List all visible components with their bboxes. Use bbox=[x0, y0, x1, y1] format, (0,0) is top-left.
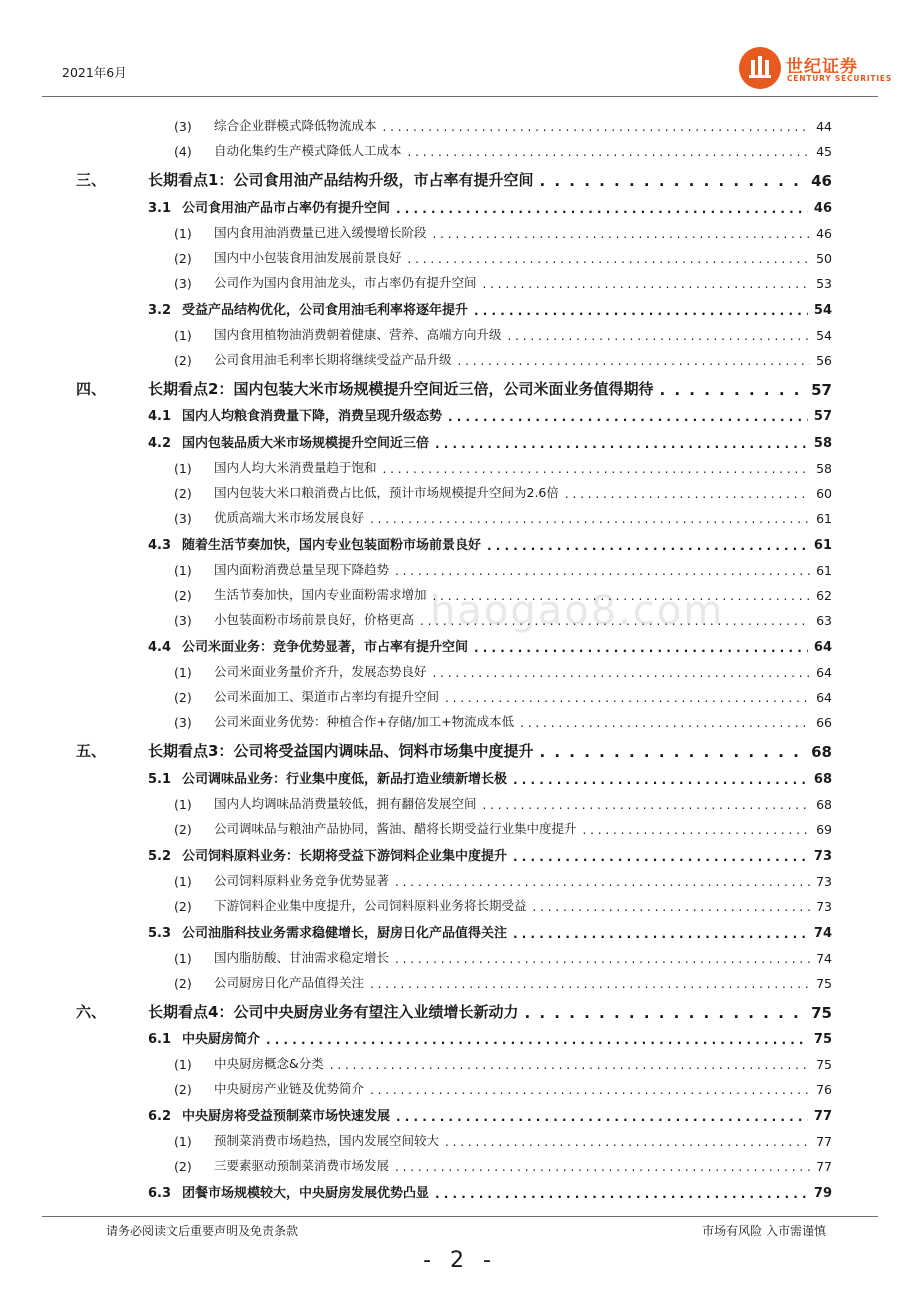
toc-entry-title: 长期看点3：公司将受益国内调味品、饲料市场集中度提升 bbox=[148, 742, 534, 760]
toc-entry[interactable] bbox=[174, 348, 832, 368]
toc-entry[interactable] bbox=[174, 1154, 832, 1174]
toc-entry-number: 5.2 bbox=[148, 848, 172, 864]
toc-dot-leader bbox=[520, 718, 810, 731]
toc-dot-leader bbox=[408, 147, 811, 160]
toc-entry-page: 62 bbox=[816, 588, 832, 603]
toc-dot-leader bbox=[395, 1162, 810, 1175]
toc-entry[interactable] bbox=[174, 221, 832, 241]
toc-entry-number: (2) bbox=[174, 1159, 192, 1174]
toc-entry[interactable] bbox=[174, 685, 832, 705]
toc-entry-page: 68 bbox=[813, 771, 832, 787]
toc-entry-number: 4.3 bbox=[148, 538, 172, 553]
logo-english-name: CENTURY SECURITIES bbox=[787, 74, 893, 83]
toc-entry-page: 61 bbox=[816, 511, 832, 526]
toc-entry-number: (1) bbox=[174, 796, 192, 812]
toc-dot-leader bbox=[395, 566, 810, 579]
toc-entry-title: 预制菜消费市场趋热，国内发展空间较大 bbox=[214, 1133, 440, 1148]
toc-entry-title: 国内脂肪酸、甘油需求稳定增长 bbox=[214, 949, 390, 965]
toc-entry-title: 优质高端大米市场发展良好 bbox=[214, 510, 365, 525]
toc-dot-leader bbox=[483, 799, 811, 812]
toc-entry-number: 4.4 bbox=[148, 640, 172, 655]
toc-entry[interactable] bbox=[174, 1129, 832, 1149]
toc-entry-page: 57 bbox=[811, 380, 832, 399]
toc-dot-leader bbox=[395, 876, 810, 889]
toc-entry-number: 四、 bbox=[76, 379, 107, 398]
toc-entry[interactable] bbox=[148, 196, 832, 216]
toc-entry-title: 受益产品结构优化，公司食用油毛利率将逐年提升 bbox=[182, 302, 469, 318]
toc-entry-number: 4.1 bbox=[148, 409, 172, 424]
disclaimer-note: 请务必阅读文后重要声明及免责条款 bbox=[106, 1224, 299, 1238]
toc-entry[interactable] bbox=[76, 168, 832, 190]
toc-entry-page: 75 bbox=[811, 1003, 832, 1022]
toc-entry-page: 64 bbox=[816, 665, 832, 680]
toc-dot-leader bbox=[370, 1085, 810, 1098]
toc-entry-title: 公司米面业务：竞争优势显著，市占率有提升空间 bbox=[182, 640, 469, 655]
toc-entry[interactable] bbox=[174, 481, 832, 501]
toc-entry-number: (3) bbox=[174, 275, 192, 291]
toc-entry-number: (3) bbox=[174, 613, 192, 628]
toc-entry-title: 生活节奏加快，国内专业面粉需求增加 bbox=[214, 587, 427, 602]
toc-entry-number: (3) bbox=[174, 119, 192, 134]
toc-dot-leader bbox=[370, 978, 810, 991]
toc-entry-title: 长期看点1：公司食用油产品结构升级，市占率有提升空间 bbox=[148, 171, 534, 189]
toc-entry-title: 公司饲料原料业务竞争优势显著 bbox=[214, 872, 390, 888]
toc-entry-number: 6.3 bbox=[148, 1186, 172, 1201]
toc-entry-number: (2) bbox=[174, 486, 192, 501]
toc-entry-number: (2) bbox=[174, 898, 192, 914]
toc-dot-leader bbox=[448, 411, 808, 424]
toc-dot-leader bbox=[396, 203, 808, 216]
toc-entry-page: 61 bbox=[816, 563, 832, 578]
toc-entry-page: 44 bbox=[816, 119, 832, 134]
toc-entry-title: 公司饲料原料业务：长期将受益下游饲料企业集中度提升 bbox=[182, 848, 508, 864]
toc-dot-leader bbox=[659, 384, 805, 399]
toc-entry-title: 随着生活节奏加快，国内专业包装面粉市场前景良好 bbox=[182, 538, 482, 553]
toc-entry-title: 公司米面业务量价齐升，发展态势良好 bbox=[214, 664, 427, 679]
toc-dot-leader bbox=[445, 1137, 810, 1150]
toc-entry-title: 公司米面业务优势：种植合作+存储/加工+物流成本低 bbox=[214, 714, 515, 729]
toc-dot-leader bbox=[383, 122, 811, 135]
toc-entry[interactable] bbox=[76, 739, 832, 761]
toc-entry-page: 66 bbox=[816, 715, 832, 730]
toc-entry-title: 三要素驱动预制菜消费市场发展 bbox=[214, 1158, 390, 1173]
toc-entry-number: (1) bbox=[174, 327, 192, 343]
toc-dot-leader bbox=[383, 464, 811, 477]
toc-entry-page: 50 bbox=[816, 250, 832, 266]
toc-entry[interactable] bbox=[174, 971, 832, 991]
toc-dot-leader bbox=[533, 901, 811, 914]
toc-entry-number: 5.3 bbox=[148, 925, 172, 941]
toc-dot-leader bbox=[435, 438, 808, 451]
logo-chinese-name: 世纪证券 bbox=[786, 57, 858, 77]
toc-entry-page: 53 bbox=[816, 275, 832, 291]
toc-entry-page: 60 bbox=[816, 486, 832, 501]
toc-entry[interactable] bbox=[148, 921, 832, 941]
toc-entry-page: 73 bbox=[813, 848, 832, 864]
toc-entry-page: 69 bbox=[816, 821, 832, 837]
toc-entry[interactable] bbox=[174, 869, 832, 889]
toc-entry-title: 中央厨房简介 bbox=[182, 1032, 261, 1047]
toc-entry-title: 国内人均大米消费量趋于饱和 bbox=[214, 460, 377, 475]
toc-entry-number: 4.2 bbox=[148, 436, 172, 451]
toc-entry[interactable] bbox=[174, 114, 832, 134]
toc-entry-title: 国内包装品质大米市场规模提升空间近三倍 bbox=[182, 436, 430, 451]
toc-entry-page: 77 bbox=[813, 1109, 832, 1124]
toc-entry-number: 5.1 bbox=[148, 771, 172, 787]
toc-entry[interactable] bbox=[148, 533, 832, 553]
toc-entry[interactable] bbox=[148, 1181, 832, 1201]
toc-entry[interactable] bbox=[174, 558, 832, 578]
toc-entry-number: (2) bbox=[174, 821, 192, 837]
toc-entry-page: 46 bbox=[811, 172, 832, 190]
toc-entry-page: 64 bbox=[813, 640, 832, 655]
toc-entry-title: 公司调味品业务：行业集中度低，新品打造业绩新增长极 bbox=[182, 771, 508, 787]
toc-entry[interactable] bbox=[174, 506, 832, 526]
toc-entry-page: 54 bbox=[816, 327, 832, 343]
toc-dot-leader bbox=[370, 514, 810, 527]
toc-entry[interactable] bbox=[76, 377, 832, 399]
toc-entry-number: (1) bbox=[174, 225, 192, 241]
toc-dot-leader bbox=[474, 305, 808, 318]
toc-dot-leader bbox=[435, 1188, 808, 1201]
toc-entry[interactable] bbox=[174, 583, 832, 603]
toc-entry[interactable] bbox=[174, 323, 832, 343]
toc-entry-page: 73 bbox=[816, 873, 832, 889]
toc-dot-leader bbox=[513, 851, 808, 864]
toc-entry[interactable] bbox=[76, 1000, 832, 1022]
toc-dot-leader bbox=[508, 330, 811, 343]
toc-entry[interactable] bbox=[174, 456, 832, 476]
toc-entry-title: 自动化集约生产模式降低人工成本 bbox=[214, 143, 402, 158]
toc-dot-leader bbox=[565, 489, 810, 502]
toc-dot-leader bbox=[458, 355, 811, 368]
toc-entry[interactable] bbox=[174, 271, 832, 291]
toc-entry-number: 6.2 bbox=[148, 1109, 172, 1124]
toc-entry-title: 中央厨房概念&分类 bbox=[214, 1056, 324, 1071]
toc-entry-page: 58 bbox=[816, 461, 832, 476]
toc-entry-title: 国内中小包装食用油发展前景良好 bbox=[214, 249, 402, 265]
toc-entry-title: 长期看点2：国内包装大米市场规模提升空间近三倍，公司米面业务值得期待 bbox=[148, 379, 654, 398]
toc-entry[interactable] bbox=[174, 817, 832, 837]
toc-entry-page: 61 bbox=[813, 538, 832, 553]
toc-entry[interactable] bbox=[174, 1052, 832, 1072]
toc-entry[interactable] bbox=[148, 767, 832, 787]
toc-entry-title: 综合企业群模式降低物流成本 bbox=[214, 118, 377, 133]
toc-entry[interactable] bbox=[174, 710, 832, 730]
toc-dot-leader bbox=[483, 278, 811, 291]
toc-entry-number: 3.2 bbox=[148, 302, 172, 318]
century-securities-logo-icon bbox=[738, 46, 782, 90]
toc-dot-leader bbox=[513, 774, 808, 787]
toc-entry[interactable] bbox=[174, 894, 832, 914]
toc-entry-page: 57 bbox=[813, 409, 832, 424]
toc-entry-number: (1) bbox=[174, 461, 192, 476]
toc-entry[interactable] bbox=[148, 635, 832, 655]
toc-dot-leader bbox=[408, 253, 811, 266]
toc-entry-page: 46 bbox=[813, 200, 832, 216]
toc-dot-leader bbox=[513, 928, 808, 941]
toc-entry-number: 3.1 bbox=[148, 200, 172, 216]
toc-entry-number: (1) bbox=[174, 563, 192, 578]
header-divider bbox=[42, 96, 878, 97]
toc-entry-page: 68 bbox=[811, 743, 832, 761]
toc-entry-title: 下游饲料企业集中度提升，公司饲料原料业务将长期受益 bbox=[214, 897, 527, 913]
toc-entry-page: 58 bbox=[813, 436, 832, 451]
toc-entry[interactable] bbox=[174, 139, 832, 159]
toc-entry-page: 73 bbox=[816, 898, 832, 914]
toc-entry-number: (2) bbox=[174, 690, 192, 705]
toc-entry-title: 公司调味品与粮油产品协同，酱油、醋将长期受益行业集中度提升 bbox=[214, 820, 577, 836]
toc-entry-number: 6.1 bbox=[148, 1032, 172, 1047]
toc-dot-leader bbox=[474, 642, 808, 655]
toc-dot-leader bbox=[266, 1034, 808, 1047]
toc-dot-leader bbox=[433, 668, 811, 681]
toc-entry-number: (3) bbox=[174, 511, 192, 526]
toc-entry-number: (1) bbox=[174, 1134, 192, 1149]
toc-entry-page: 64 bbox=[816, 690, 832, 705]
toc-dot-leader bbox=[395, 953, 810, 966]
toc-entry-page: 77 bbox=[816, 1134, 832, 1149]
toc-entry-page: 45 bbox=[816, 144, 832, 159]
toc-entry-title: 国内食用油消费量已进入缓慢增长阶段 bbox=[214, 224, 427, 240]
toc-entry[interactable] bbox=[174, 608, 832, 628]
toc-entry-title: 国内包装大米口粮消费占比低，预计市场规模提升空间为2.6倍 bbox=[214, 485, 559, 500]
toc-entry-title: 团餐市场规模较大，中央厨房发展优势凸显 bbox=[182, 1186, 430, 1201]
toc-dot-leader bbox=[487, 540, 808, 553]
toc-entry-title: 公司油脂科技业务需求稳健增长，厨房日化产品值得关注 bbox=[182, 925, 508, 941]
toc-entry-title: 国内面粉消费总量呈现下降趋势 bbox=[214, 562, 390, 577]
toc-dot-leader bbox=[330, 1060, 810, 1073]
toc-entry[interactable] bbox=[174, 792, 832, 812]
toc-entry-page: 75 bbox=[816, 975, 832, 991]
company-logo bbox=[738, 46, 893, 90]
toc-entry-page: 75 bbox=[816, 1057, 832, 1072]
toc-entry-page: 76 bbox=[816, 1082, 832, 1097]
risk-warning: 市场有风险 入市需谨慎 bbox=[702, 1224, 826, 1238]
toc-entry-title: 国内人均粮食消费量下降，消费呈现升级态势 bbox=[182, 409, 443, 424]
toc-entry[interactable] bbox=[148, 298, 832, 318]
toc-entry-title: 公司食用油产品市占率仍有提升空间 bbox=[182, 200, 391, 216]
toc-entry[interactable] bbox=[174, 660, 832, 680]
toc-entry[interactable] bbox=[174, 246, 832, 266]
toc-entry[interactable] bbox=[148, 1104, 832, 1124]
toc-entry[interactable] bbox=[148, 431, 832, 451]
toc-entry-number: (1) bbox=[174, 950, 192, 966]
toc-entry-number: (3) bbox=[174, 715, 192, 730]
toc-dot-leader bbox=[445, 693, 810, 706]
toc-entry-page: 46 bbox=[816, 225, 832, 241]
toc-entry-number: (2) bbox=[174, 250, 192, 266]
toc-entry-page: 75 bbox=[813, 1032, 832, 1047]
toc-dot-leader bbox=[433, 591, 811, 604]
toc-entry-number: 五、 bbox=[76, 742, 107, 760]
toc-entry[interactable] bbox=[148, 404, 832, 424]
toc-entry-number: 三、 bbox=[76, 171, 107, 189]
toc-entry-title: 中央厨房产业链及优势简介 bbox=[214, 1081, 365, 1096]
toc-entry-title: 长期看点4：公司中央厨房业务有望注入业绩增长新动力 bbox=[148, 1002, 519, 1021]
toc-entry-number: (1) bbox=[174, 873, 192, 889]
toc-dot-leader bbox=[539, 746, 805, 761]
toc-entry-page: 54 bbox=[813, 302, 832, 318]
report-date: 2021年6月 bbox=[62, 65, 127, 80]
toc-entry-number: (4) bbox=[174, 144, 192, 159]
toc-dot-leader bbox=[583, 824, 811, 837]
toc-entry-number: (2) bbox=[174, 352, 192, 368]
toc-entry-number: 六、 bbox=[76, 1002, 107, 1021]
toc-entry-page: 74 bbox=[813, 925, 832, 941]
toc-dot-leader bbox=[396, 1111, 808, 1124]
watermark: haogao8.com bbox=[430, 588, 725, 634]
toc-entry-number: (2) bbox=[174, 588, 192, 603]
toc-dot-leader bbox=[539, 175, 805, 190]
toc-dot-leader bbox=[420, 616, 810, 629]
toc-entry-page: 68 bbox=[816, 796, 832, 812]
toc-entry[interactable] bbox=[148, 844, 832, 864]
toc-entry-title: 公司食用油毛利率长期将继续受益产品升级 bbox=[214, 351, 452, 367]
toc-entry-number: (1) bbox=[174, 1057, 192, 1072]
toc-entry-page: 79 bbox=[813, 1186, 832, 1201]
toc-entry-title: 中央厨房将受益预制菜市场快速发展 bbox=[182, 1109, 391, 1124]
toc-entry-page: 63 bbox=[816, 613, 832, 628]
toc-entry-page: 74 bbox=[816, 950, 832, 966]
toc-entry[interactable] bbox=[174, 946, 832, 966]
toc-entry-page: 77 bbox=[816, 1159, 832, 1174]
toc-entry-title: 公司作为国内食用油龙头，市占率仍有提升空间 bbox=[214, 274, 477, 290]
toc-entry[interactable] bbox=[174, 1077, 832, 1097]
toc-entry-title: 公司米面加工、渠道市占率均有提升空间 bbox=[214, 689, 440, 704]
toc-entry[interactable] bbox=[148, 1027, 832, 1047]
toc-entry-number: (1) bbox=[174, 665, 192, 680]
toc-entry-title: 小包装面粉市场前景良好，价格更高 bbox=[214, 612, 415, 627]
toc-dot-leader bbox=[524, 1007, 805, 1022]
footer-divider bbox=[42, 1216, 878, 1217]
toc-entry-title: 国内人均调味品消费量较低，拥有翻倍发展空间 bbox=[214, 795, 477, 811]
toc-entry-number: (2) bbox=[174, 1082, 192, 1097]
toc-entry-page: 56 bbox=[816, 352, 832, 368]
toc-entry-title: 国内食用植物油消费朝着健康、营养、高端方向升级 bbox=[214, 326, 502, 342]
toc-entry-number: (2) bbox=[174, 975, 192, 991]
page-number: - 2 - bbox=[423, 1248, 497, 1273]
toc-entry-title: 公司厨房日化产品值得关注 bbox=[214, 974, 365, 990]
toc-dot-leader bbox=[433, 228, 811, 241]
